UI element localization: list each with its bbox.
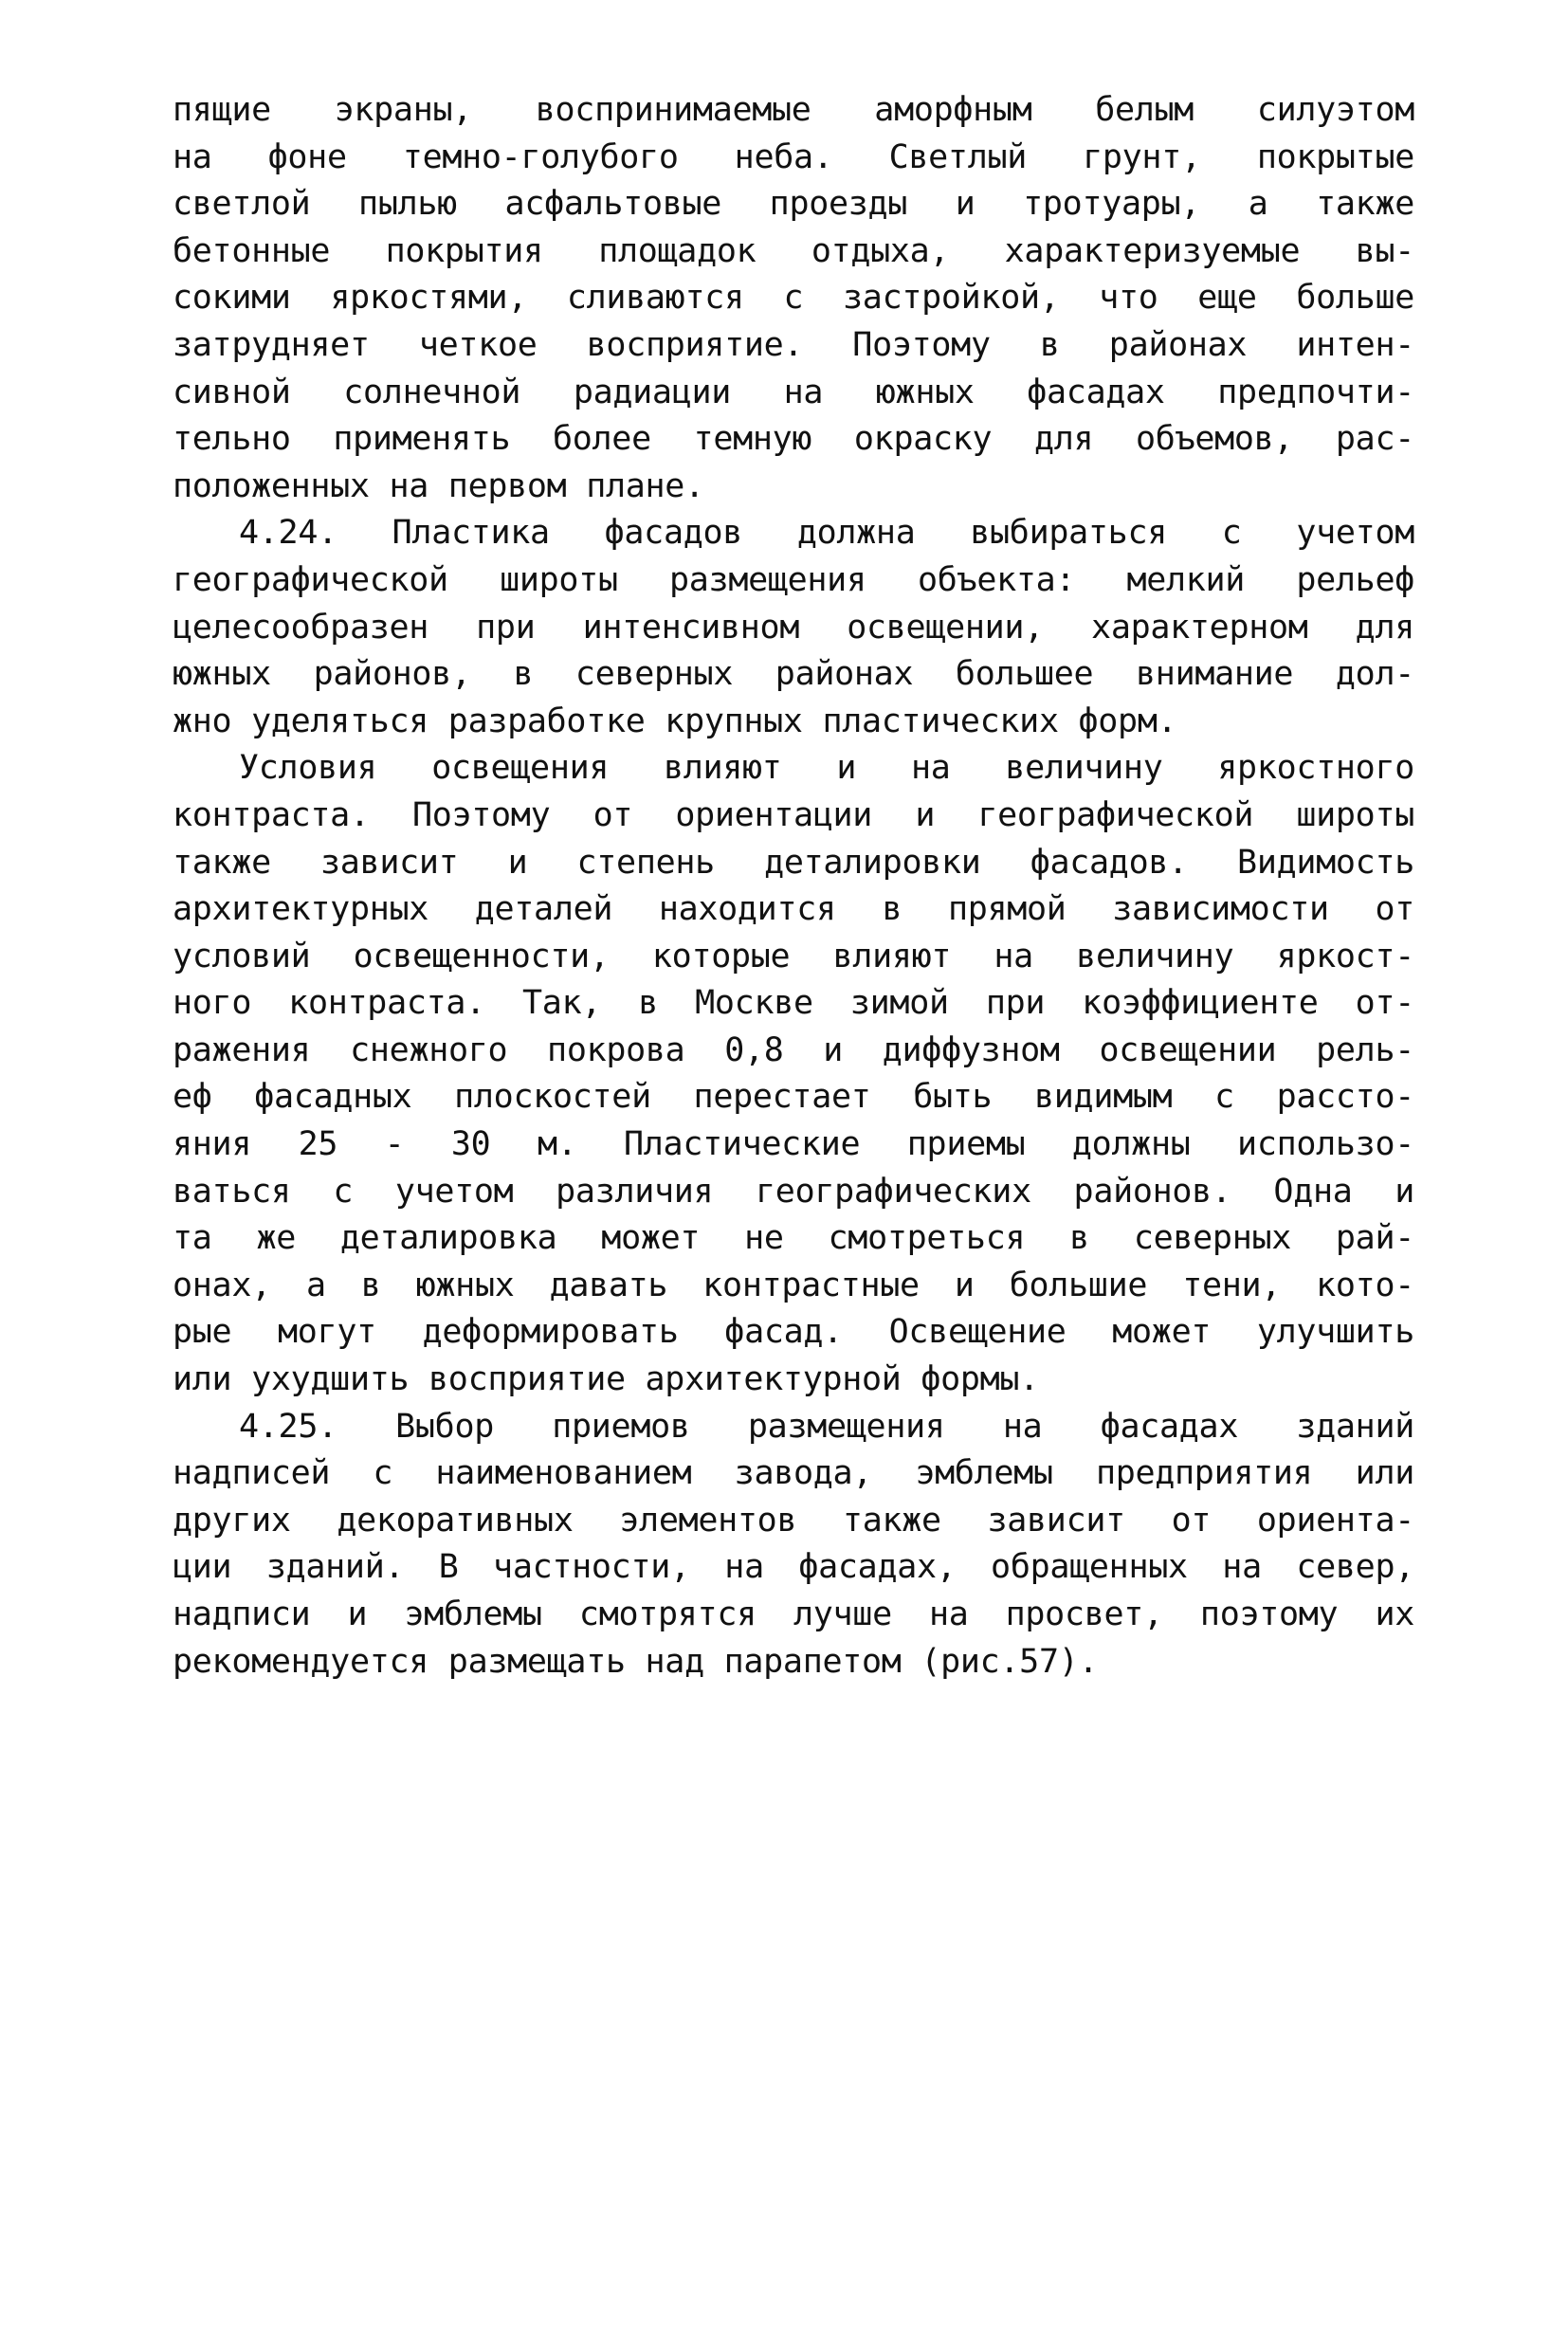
text-line: надписи и эмблемы смотрятся лучше на просвет, поэтому их xyxy=(173,1595,1414,1633)
text-line: ражения снежного покрова 0,8 и диффузном освещении рель- xyxy=(173,1030,1414,1069)
text-line: тельно применять более темную окраску для объемов, рас- xyxy=(173,420,1414,459)
text-line: ваться с учетом различия географических районов. Одна и xyxy=(173,1172,1414,1211)
text-line: южных районов, в северных районах большее внимание дол- xyxy=(173,655,1414,694)
text-line: 4.24. Пластика фасадов должна выбираться с учетом xyxy=(239,514,1414,553)
text-line: жно уделяться разработке крупных пластических форм. xyxy=(173,702,1177,740)
text-line: рекомендуется размещать над парапетом (рис.57). xyxy=(173,1642,1099,1681)
text-line: или ухудшить восприятие архитектурной формы. xyxy=(173,1360,1039,1399)
text-line: та же деталировка может не смотреться в северных рай- xyxy=(173,1219,1414,1258)
text-line: ции зданий. В частности, на фасадах, обращенных на север, xyxy=(173,1548,1414,1587)
text-line: затрудняет четкое восприятие. Поэтому в районах интен- xyxy=(173,325,1414,364)
text-line: яния 25 - 30 м. Пластические приемы должны использо- xyxy=(173,1125,1414,1164)
paragraph-4-24 xyxy=(173,510,1414,745)
text-line: других декоративных элементов также зависит от ориента- xyxy=(173,1501,1414,1540)
text-line: Условия освещения влияют и на величину яркостного xyxy=(239,749,1414,788)
text-line: условий освещенности, которые влияют на величину яркост- xyxy=(173,937,1414,975)
text-line: рые могут деформировать фасад. Освещение может улучшить xyxy=(173,1313,1414,1352)
text-line: контраста. Поэтому от ориентации и географической широты xyxy=(173,795,1414,834)
body-text xyxy=(173,87,1414,1686)
paragraph-continuation xyxy=(173,87,1414,510)
text-line: пящие экраны, воспринимаемые аморфным белым силуэтом xyxy=(173,91,1414,129)
text-line: положенных на первом плане. xyxy=(173,466,704,505)
text-line: бетонные покрытия площадок отдыха, характеризуемые вы- xyxy=(173,231,1414,270)
text-line: целесообразен при интенсивном освещении, характерном для xyxy=(173,608,1414,647)
text-line: архитектурных деталей находится в прямой зависимости от xyxy=(173,890,1414,929)
text-line: на фоне темно-голубого неба. Светлый грунт, покрытые xyxy=(173,137,1414,176)
text-line: онах, а в южных давать контрастные и большие тени, кото- xyxy=(173,1266,1414,1304)
text-line: ного контраста. Так, в Москве зимой при коэффициенте от- xyxy=(173,984,1414,1023)
text-line: надписей с наименованием завода, эмблемы предприятия или xyxy=(173,1454,1414,1493)
text-line: также зависит и степень деталировки фасадов. Видимость xyxy=(173,843,1414,882)
paragraph-lighting-conditions xyxy=(173,745,1414,1403)
text-line: 4.25. Выбор приемов размещения на фасадах зданий xyxy=(239,1407,1414,1446)
text-line: сивной солнечной радиации на южных фасадах предпочти- xyxy=(173,373,1414,411)
text-line: сокими яркостями, сливаются с застройкой, что еще больше xyxy=(173,279,1414,318)
text-line: географической широты размещения объекта: мелкий рельеф xyxy=(173,560,1414,599)
text-line: еф фасадных плоскостей перестает быть видимым с рассто- xyxy=(173,1078,1414,1117)
text-line: светлой пылью асфальтовые проезды и тротуары, а также xyxy=(173,185,1414,224)
paragraph-4-25 xyxy=(173,1404,1414,1686)
